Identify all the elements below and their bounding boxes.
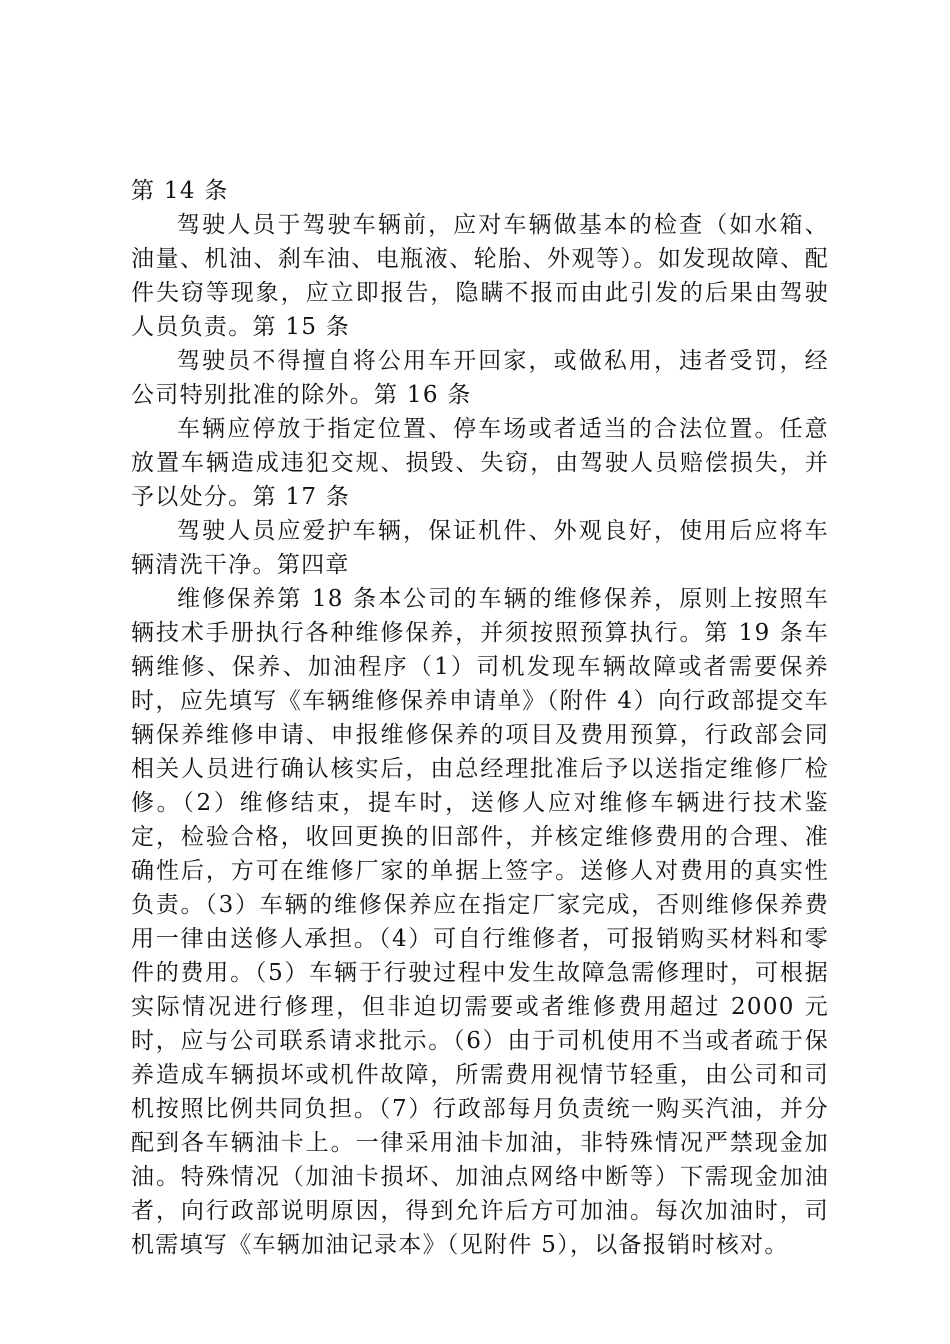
paragraph-maintenance: 维修保养第 18 条本公司的车辆的维修保养，原则上按照车辆技术手册执行各种维修保养，并须按照预算执行。第 19 条车辆维修、保养、加油程序（1）司机发现车辆故障或者需要保养时，应先填写《车辆维修保养申请单》（附件 4）向行政部提交车辆保养维修申请、申报维修保养的项目及费用预算，行政部会同相关人员进行确认核实后，由总经理批准后予以送指定维修厂检修。（2）维修结束，提车时，送修人应对维修车辆进行技术鉴定，检验合格，收回更换的旧部件，并核定维修费用的合理、准确性后，方可在维修厂家的单据上签字。送修人对费用的真实性负责。（3）车辆的维修保养应在指定厂家完成，否则维修保养费用一律由送修人承担。（4）可自行维修者，可报销购买材料和零件的费用。（5）车辆于行驶过程中发生故障急需修理时，可根据实际情况进行修理，但非迫切需要或者维修费用超过 2000 元时，应与公司联系请求批示。（6）由于司机使用不当或者疏于保养造成车辆损坏或机件故障，所需费用视情节轻重，由公司和司机按照比例共同负担。（7）行政部每月负责统一购买汽油，并分配到各车辆油卡上。一律采用油卡加油，非特殊情况严禁现金加油。特殊情况（加油卡损坏、加油点网络中断等）下需现金加油者，向行政部说明原因，得到允许后方可加油。每次加油时，司机需填写《车辆加油记录本》（见附件 5），以备报销时核对。 bbox=[131, 586, 829, 1258]
paragraph-pre-drive-inspection: 驾驶人员于驾驶车辆前，应对车辆做基本的检查（如水箱、油量、机油、刹车油、电瓶液、轮胎、外观等）。如发现故障、配件失窃等现象，应立即报告，隐瞒不报而由此引发的后果由驾驶人员负责。第 15 条 bbox=[131, 212, 829, 340]
paragraph-vehicle-care: 驾驶人员应爱护车辆，保证机件、外观良好，使用后应将车辆清洗干净。第四章 bbox=[131, 518, 829, 578]
paragraph-private-use: 驾驶员不得擅自将公用车开回家，或做私用，违者受罚，经公司特别批准的除外。第 16 条 bbox=[131, 348, 829, 408]
paragraph-parking: 车辆应停放于指定位置、停车场或者适当的合法位置。任意放置车辆造成违犯交规、损毁、失窃，由驾驶人员赔偿损失，并予以处分。第 17 条 bbox=[131, 416, 829, 510]
document-body bbox=[131, 174, 829, 1262]
article-heading: 第 14 条 bbox=[131, 178, 229, 204]
